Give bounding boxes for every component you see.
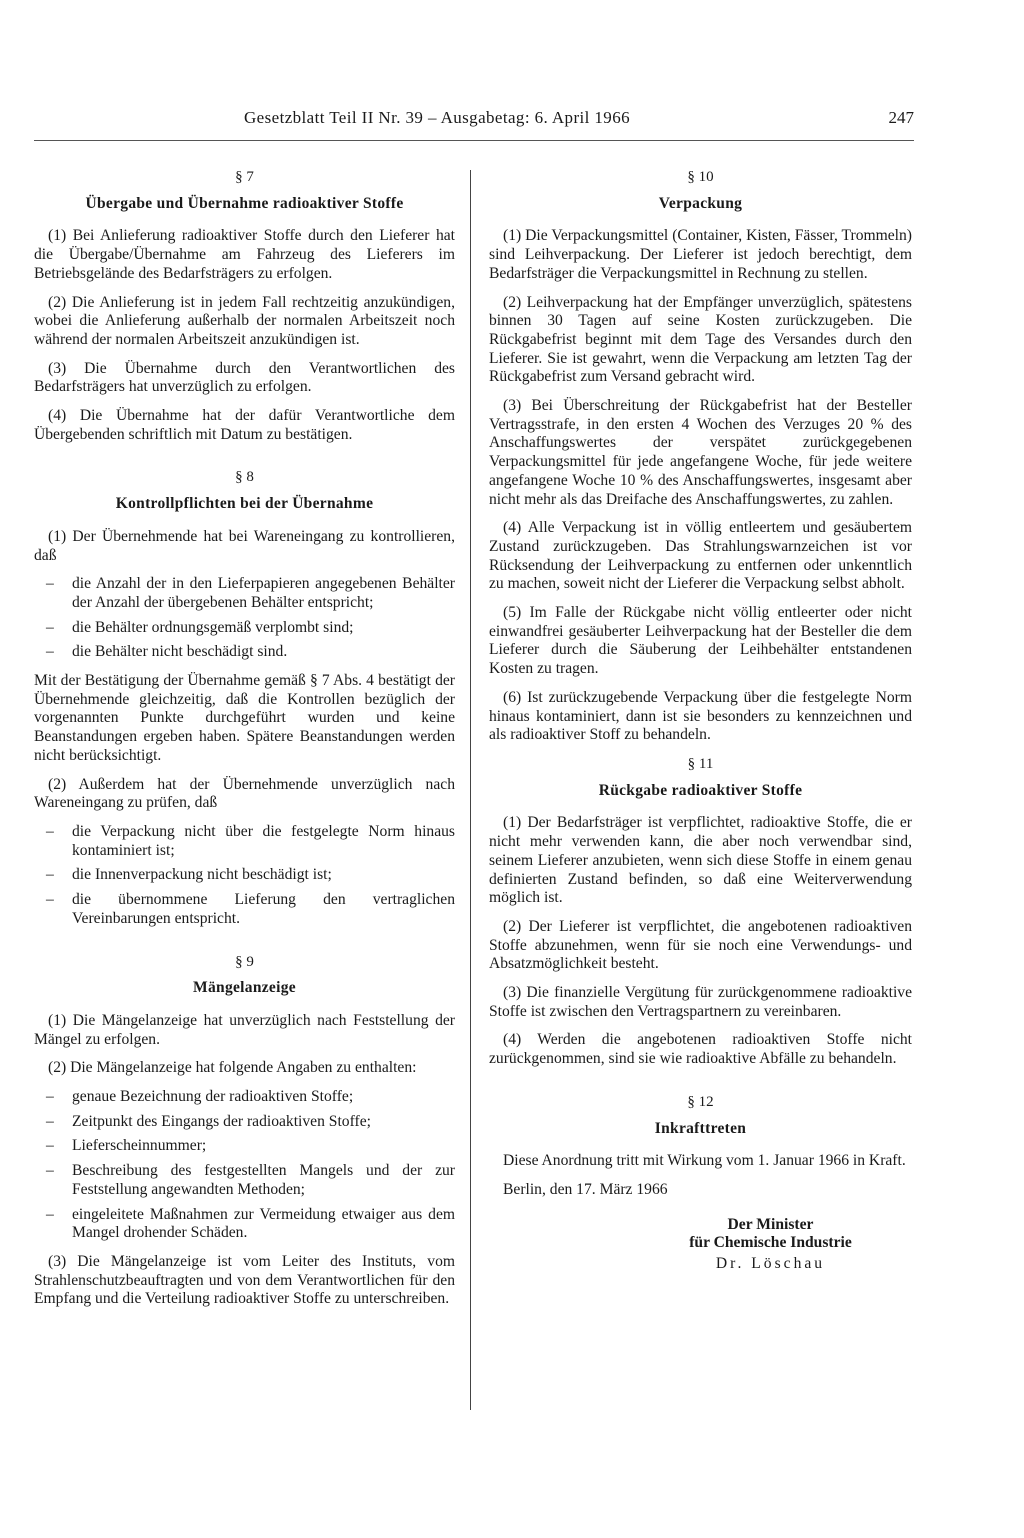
header-title: Gesetzblatt Teil II Nr. 39 – Ausgabetag: 6. April 1966 (244, 108, 631, 127)
section-11-para-2: (2) Der Lieferer ist verpflichtet, die angebotenen radioaktiven Stoffe abzunehmen, wenn für sie noch eine Verwendungs- und Absatzmöglichkeit besteht. (489, 917, 912, 973)
list-item: – Beschreibung des festgestellten Mangels und der zur Feststellung angewandten Methoden; (34, 1162, 455, 1199)
list-item: – die Anzahl der in den Lieferpapieren angegebenen Behälter der Anzahl der übergebenen Behälter entspricht; (34, 575, 455, 612)
section-8-list-1 (34, 575, 455, 662)
section-12-para-1: Diese Anordnung tritt mit Wirkung vom 1. Januar 1966 in Kraft. (503, 1152, 906, 1170)
list-item: – eingeleitete Maßnahmen zur Vermeidung etwaiger aus dem Mangel drohender Schäden. (34, 1206, 455, 1243)
signature-name: Dr. Löschau (715, 1255, 826, 1273)
section-7-number: § 7 (235, 169, 254, 185)
section-8-para-2: (2) Außerdem hat der Übernehmende unverzüglich nach Wareneingang zu prüfen, daß (34, 775, 455, 812)
section-7-title: Übergabe und Übernahme radioaktiver Stoffe (85, 194, 404, 212)
section-10-title: Verpackung (658, 194, 743, 212)
list-item: – die Verpackung nicht über die festgelegte Norm hinaus kontaminiert ist; (34, 823, 455, 860)
left-column (34, 168, 455, 1319)
right-column (489, 168, 912, 1274)
signature-title: Der Minister (727, 1215, 814, 1233)
list-item: – die übernommene Lieferung den vertraglichen Vereinbarungen entspricht. (34, 891, 455, 928)
section-9-number: § 9 (235, 953, 254, 970)
page-header (34, 108, 914, 134)
section-8-title: Kontrollpflichten bei der Übernahme (115, 495, 374, 513)
section-10-para-2: (2) Leihverpackung hat der Empfänger unverzüglich, spätestens binnen 30 Tagen auf seine Kosten zurückzugeben. Die Rückgabefrist beginnt mit dem Tage des Versandes durch den Lieferer. Sie ist gewahrt, wenn die Verpackung am letzten Tag der Rückgabefrist zum Versand gebracht wird. (489, 293, 912, 386)
section-11-title: Rückgabe radioaktiver Stoffe (598, 781, 803, 799)
page-number: 247 (888, 108, 914, 127)
section-10-number: § 10 (687, 169, 714, 185)
section-9-list (34, 1088, 455, 1243)
section-10-para-4: (4) Alle Verpackung ist in völlig entleertem und gesäubertem Zustand zurückzugeben. Das Strahlungswarnzeichen ist vor Rücksendung der Leihverpackung zu entfernen oder unkenntlich zu machen, soweit nicht der Lieferer die Verpackung selbst abholt. (489, 519, 912, 593)
section-11-para-3: (3) Die finanzielle Vergütung für zurückgenommene radioaktive Stoffe ist zwischen den Vertragspartnern zu vereinbaren. (489, 984, 912, 1020)
section-7-para-2: (2) Die Anlieferung ist in jedem Fall rechtzeitig anzukündigen, wobei die Anlieferung außerhalb der normalen Arbeitszeit noch während der normalen Arbeitszeit anzukündigen ist. (34, 293, 455, 348)
section-9-para-2: (2) Die Mängelanzeige hat folgende Angaben zu enthalten: (48, 1059, 417, 1077)
section-8-para-1: (1) Der Übernehmende hat bei Wareneingang zu kontrollieren, daß (34, 527, 455, 564)
section-8-list-2 (34, 823, 455, 929)
section-11-number: § 11 (687, 755, 714, 772)
section-11-para-4: (4) Werden die angebotenen radioaktiven Stoffe nicht zurückgenommen, sind sie wie radioaktive Abfälle zu behandeln. (489, 1031, 912, 1068)
section-8-para-1b: Mit der Bestätigung der Übernahme gemäß § 7 Abs. 4 bestätigt der Übernehmende gleichzeitig, daß die Kontrollen bezüglich der vorgenannten Punkte durchgeführt wurden und keine Beanstandungen ergeben haben. Spätere Beanstandungen werden nicht berücksichtigt. (34, 672, 455, 764)
list-item: – Lieferscheinnummer; (34, 1137, 455, 1156)
list-item: – genaue Bezeichnung der radioaktiven Stoffe; (34, 1088, 455, 1107)
list-item: – die Innenverpackung nicht beschädigt ist; (34, 866, 455, 885)
list-item: – Zeitpunkt des Eingangs der radioaktiven Stoffe; (34, 1113, 455, 1132)
section-7-para-1: (1) Bei Anlieferung radioaktiver Stoffe durch den Lieferer hat die Übergabe/Übernahme am Fahrzeug des Lieferers im Betriebsgelände des Bedarfsträgers zu erfolgen. (34, 227, 455, 282)
list-item: – die Behälter ordnungsgemäß verplombt sind; (34, 619, 455, 638)
section-11-para-1: (1) Der Bedarfsträger ist verpflichtet, radioaktive Stoffe, die er nicht mehr verwenden kann, die aber noch verwendbar sind, seinem Lieferer anzubieten, wenn sich diese Stoffe in einem genau definierten Zustand befinden, so daß eine Weiterverwendung möglich ist. (489, 814, 912, 907)
section-12-number: § 12 (687, 1093, 714, 1110)
signature-block (489, 1216, 912, 1274)
section-9-title: Mängelanzeige (193, 979, 296, 997)
section-10-para-1: (1) Die Verpackungsmittel (Container, Kisten, Fässer, Trommeln) sind Leihverpackung. Der Lieferer ist jedoch berechtigt, dem Bedarfsträger die Verpackungsmittel in Rechnung zu stellen. (489, 227, 912, 282)
section-7-para-3: (3) Die Übernahme durch den Verantwortlichen des Bedarfsträgers hat unverzüglich zu erfolgen. (34, 359, 455, 396)
section-9-para-1: (1) Die Mängelanzeige hat unverzüglich nach Feststellung der Mängel zu erfolgen. (34, 1011, 455, 1048)
signature-ministry: für Chemische Industrie (689, 1234, 852, 1252)
section-7-para-4: (4) Die Übernahme hat der dafür Verantwortliche dem Übergebenden schriftlich mit Datum zu bestätigen. (34, 407, 455, 443)
place-date: Berlin, den 17. März 1966 (503, 1180, 668, 1198)
section-10-para-6: (6) Ist zurückzugebende Verpackung über die festgelegte Norm hinaus kontaminiert, dann ist sie besonders zu kennzeichnen und als radioaktiver Stoff zu behandeln. (489, 688, 912, 744)
section-8-number: § 8 (235, 469, 254, 486)
section-10-para-3: (3) Bei Überschreitung der Rückgabefrist hat der Besteller Vertragsstrafe, in den ersten 4 Wochen des Verzuges 20 % des Anschaffungswertes der verspätet zurückgegebenen Verpackungsmittel für jede angefangene Woche, für jede weitere angefangene Woche 10 % des Anschaffungswertes, insgesamt aber nicht mehr als das Dreifache des Anschaffungswertes, zu zahlen. (489, 397, 912, 508)
section-12-title: Inkrafttreten (654, 1119, 747, 1137)
column-divider (470, 170, 471, 1410)
section-9-para-3: (3) Die Mängelanzeige ist vom Leiter des Instituts, vom Strahlenschutzbeauftragten und von dem Verantwortlichen für den Empfang und die Verteilung radioaktiver Stoffe zu unterschreiben. (34, 1252, 455, 1308)
section-10-para-5: (5) Im Falle der Rückgabe nicht völlig entleerter oder nicht einwandfrei gesäuberter Leihverpackung hat der Besteller die dem Lieferer durch die Säuberung der Leihbehälter entstandenen Kosten zu tragen. (489, 604, 912, 678)
list-item: – die Behälter nicht beschädigt sind. (34, 643, 455, 662)
header-rule (34, 140, 914, 141)
